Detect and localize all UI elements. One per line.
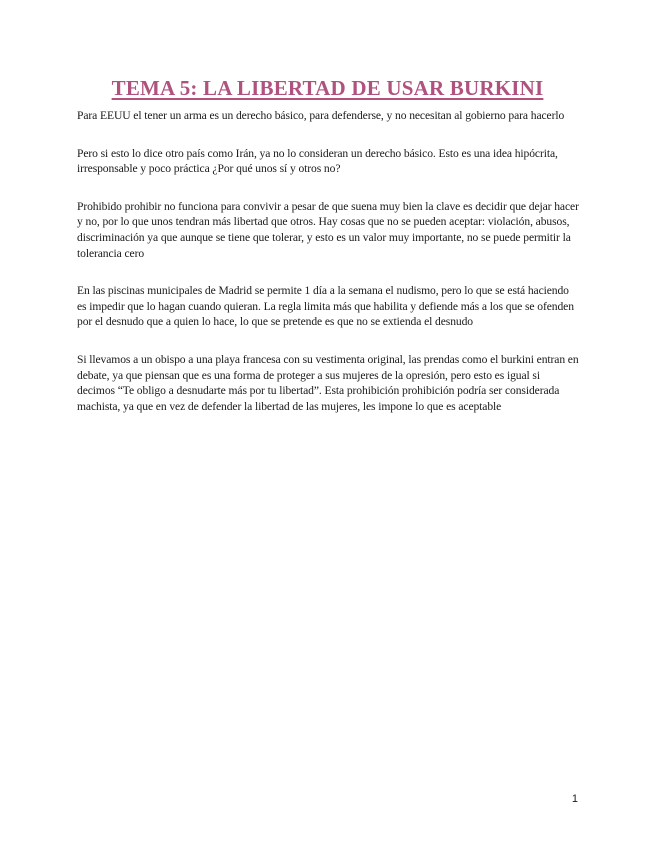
paragraph-2: Pero si esto lo dice otro país como Irán, ya no lo consideran un derecho básico. Esto es una idea hipócrita, irresponsable y poco práctica ¿Por qué unos sí y otros no? [77,146,558,176]
paragraph-1: Para EEUU el tener un arma es un derecho básico, para defenderse, y no necesitan al gobierno para hacerlo [77,109,565,122]
paragraph-5: Si llevamos a un obispo a una playa francesa con su vestimenta original, las prendas como el burkini entran en debate, ya que piensan que es una forma de proteger a sus mujeres de la opresión, pero esto es igual si decimos “Te obligo a desnudarte más por tu libertad”. Esta prohibición prohibición podría ser considerada machista, ya que en vez de defender la libertad de las mujeres, les impone lo que es aceptable [77,352,579,413]
page-title: TEMA 5: LA LIBERTAD DE USAR BURKINI [111,76,544,100]
page-number: 1 [571,793,578,805]
document-body [77,108,579,436]
paragraph-3: Prohibido prohibir no funciona para convivir a pesar de que suena muy bien la clave es decidir que dejar hacer y no, por lo que unos tendran más libertad que otros. Hay cosas que no se pueden aceptar: violación, abusos, discriminación ya que aunque se tiene que tolerar, y esto es un valor muy importante, no se puede permitir la tolerancia cero [77,199,579,260]
paragraph-4: En las piscinas municipales de Madrid se permite 1 día a la semana el nudismo, pero lo que se está haciendo es impedir que lo hagan cuando quieran. La regla limita más que habilita y defiende más a los que se ofenden por el desnudo que a quien lo hace, lo que se pretende es que no se extienda el desnudo [77,284,574,329]
